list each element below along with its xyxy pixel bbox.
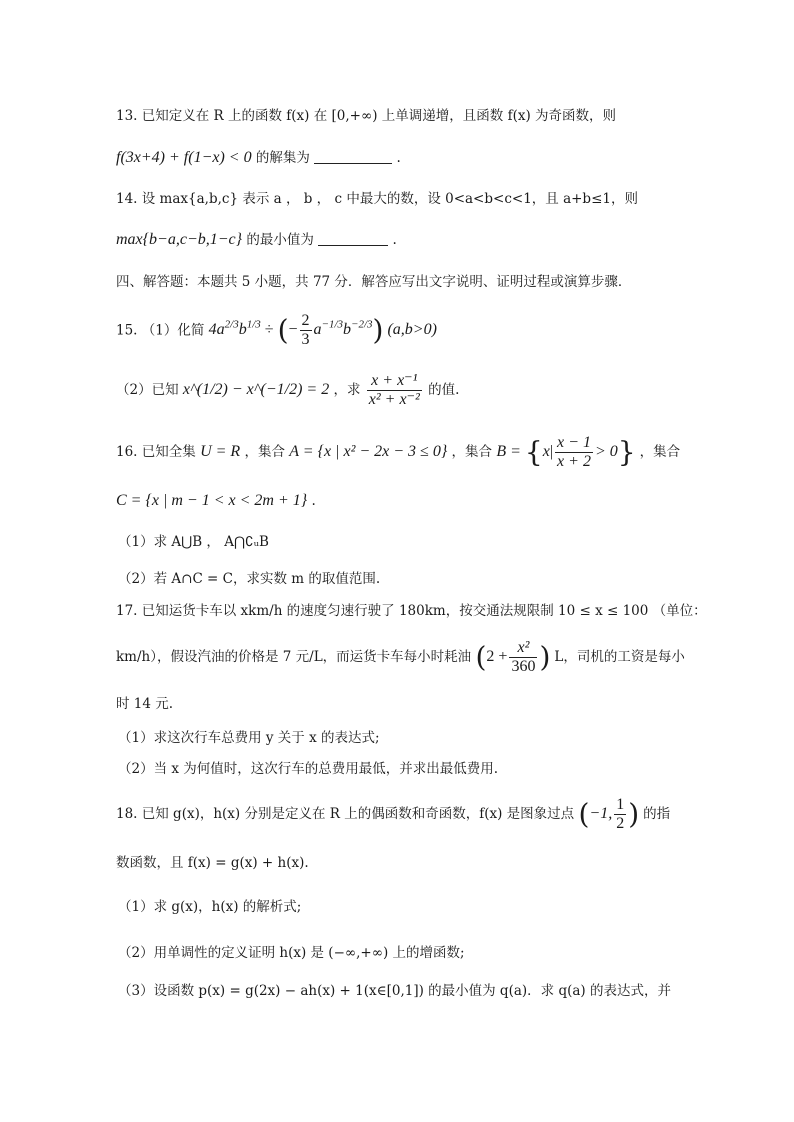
q18-p2-text: （2）用单调性的定义证明 h(x) 是 (−∞,+∞) 上的增函数; xyxy=(118,945,465,961)
q16-set-b: B = {x| $\frac{x - 1}{x + 2}$ > 0} xyxy=(496,433,636,470)
q18-part3 xyxy=(118,980,684,1002)
q17-line2 xyxy=(116,635,684,679)
q13-text: 13. 已知定义在 R 上的函数 f(x) 在 [0,+∞) 上单调递增，且函数 f(x) 为奇函数，则 xyxy=(116,108,617,124)
q15-exp-b: 1/3 xyxy=(246,319,261,331)
q15-part2 xyxy=(116,370,684,410)
q16-text-a: 16. 已知全集 xyxy=(116,444,196,460)
q15-p2-end: 的值. xyxy=(428,382,460,398)
q13-answer-blank xyxy=(314,147,392,164)
q15-term-4a: 4a xyxy=(208,321,225,339)
q18-point-den: 2 xyxy=(616,814,625,832)
q16-b-post: > 0 xyxy=(594,443,618,460)
q16-b-pre: B = xyxy=(496,443,521,460)
q13-tail: 的解集为 xyxy=(255,150,310,166)
q17-line3 xyxy=(116,693,684,715)
q15-p2-fraction xyxy=(367,372,422,409)
q14-expression: max{b−a,c−b,1−c} xyxy=(116,231,243,248)
q15-expression xyxy=(208,312,437,349)
q16-brace-open: { xyxy=(524,435,543,469)
q18-paren-open: ( xyxy=(578,797,590,831)
q16-b-den: x + 2 xyxy=(557,452,591,470)
section-4-title: 四、解答题：本题共 5 小题，共 77 分．解答应写出文字说明、证明过程或演算步骤． xyxy=(116,274,632,290)
q18-text-1b: 的指 xyxy=(643,806,671,822)
q17-part2 xyxy=(118,758,684,780)
q18-point-fraction xyxy=(614,796,626,833)
q14-tail: 的最小值为 xyxy=(246,232,314,248)
q17-line1 xyxy=(116,600,707,622)
q15-p2-given: x^(1/2) − x^(−1/2) = 2 xyxy=(182,381,330,398)
q18-line1 xyxy=(116,792,684,836)
q14-answer-blank xyxy=(318,229,388,246)
q18-point-pre: −1, xyxy=(589,805,613,822)
q18-line2 xyxy=(116,852,684,874)
q18-part1 xyxy=(118,896,684,918)
q16-line1 xyxy=(116,432,684,472)
q15-p2-label: （2）已知 xyxy=(116,382,179,398)
q15-p2-num: x + x⁻¹ xyxy=(367,372,422,391)
q18-p1-text: （1）求 g(x)，h(x) 的解析式; xyxy=(118,899,302,915)
q13-period: . xyxy=(396,150,401,166)
q17-p1-text: （1）求这次行车总费用 y 关于 x 的表达式; xyxy=(118,730,380,746)
q15-coef-num: 2 xyxy=(301,312,310,330)
q15-paren-open: ( xyxy=(277,313,289,347)
q14-period: . xyxy=(392,232,397,248)
q16-part2 xyxy=(118,568,684,590)
q13-line2 xyxy=(116,147,684,169)
section-heading xyxy=(116,271,684,293)
q17-p2-text: （2）当 x 为何值时，这次行车的总费用最低，并求出最低费用. xyxy=(118,761,499,777)
q17-part1 xyxy=(118,727,684,749)
q15-paren-close: ) xyxy=(372,313,384,347)
q15-p2-mid: ，求 xyxy=(333,382,361,398)
q15-coef-den: 3 xyxy=(301,331,310,349)
q17-fuel-expression xyxy=(475,638,554,675)
q16-p1-text: （1）求 A⋃B ， A⋂∁ᵤB xyxy=(118,534,269,550)
q15-term-b2: b xyxy=(343,321,352,339)
q15-part1 xyxy=(116,305,684,349)
q16-p2-text: （2）若 A∩C = C，求实数 m 的取值范围. xyxy=(118,571,381,587)
q17-paren-close: ) xyxy=(539,640,551,674)
q15-exp-a: 2/3 xyxy=(224,319,239,331)
q13-line1 xyxy=(116,105,684,127)
q16-b-num: x − 1 xyxy=(557,433,591,451)
q16-brace-close: } xyxy=(617,435,636,469)
q17-frac-pre: 2 + xyxy=(486,648,508,665)
q15-p2-den: x² + x⁻² xyxy=(368,391,420,408)
q18-text-1a: 18. 已知 g(x)，h(x) 分别是定义在 R 上的偶函数和奇函数，f(x) 是图象过点 xyxy=(116,806,575,822)
q17-text-2a: km/h），假设汽油的价格是 7 元/L，而运货卡车每小时耗油 xyxy=(116,649,472,665)
q17-text-3: 时 14 元. xyxy=(116,696,174,712)
q18-point xyxy=(578,795,643,832)
q16-line2 xyxy=(116,490,684,512)
q16-set-c: C = {x | m − 1 < x < 2m + 1} xyxy=(116,492,308,509)
q18-part2 xyxy=(118,942,684,964)
q14-line1 xyxy=(116,188,684,210)
q15-coef-fraction xyxy=(300,312,312,349)
q15-exp-b2: −2/3 xyxy=(351,319,373,331)
q17-text-1: 17. 已知运货卡车以 xkm/h 的速度匀速行驶了 180km，按交通法规限制 10 ≤ x ≤ 100 （单位： xyxy=(116,603,707,619)
q15-condition: (a,b>0) xyxy=(387,321,437,339)
q16-text-d: ，集合 xyxy=(639,444,681,460)
q16-set-a: A = {x | x² − 2x − 3 ≤ 0} xyxy=(289,443,448,460)
q13-expression: f(3x+4) + f(1−x) < 0 xyxy=(116,149,252,166)
q15-divide: ÷ xyxy=(264,321,274,339)
q17-fraction xyxy=(509,639,537,676)
q15-minus: − xyxy=(288,321,298,339)
q17-paren-open: ( xyxy=(475,640,487,674)
q17-text-2b: L，司机的工资是每小 xyxy=(554,649,685,665)
q16-text-b: ，集合 xyxy=(244,444,285,460)
q16-universal-set: U = R xyxy=(200,443,241,460)
q18-point-num: 1 xyxy=(616,795,625,813)
q18-paren-close: ) xyxy=(628,797,640,831)
q16-text-c: ，集合 xyxy=(451,444,493,460)
q17-frac-num: x² xyxy=(509,639,537,658)
q14-line2 xyxy=(116,229,684,251)
q15-term-b: b xyxy=(238,321,247,339)
q17-frac-den: 360 xyxy=(511,657,536,675)
q18-text-2: 数函数，且 f(x) = g(x) + h(x). xyxy=(116,855,309,871)
q16-b-fraction xyxy=(555,434,593,471)
q18-p3-text: （3）设函数 p(x) = g(2x) − ah(x) + 1(x∈[0,1]) 的最小值为 q(a)．求 q(a) 的表达式，并 xyxy=(118,983,671,999)
q15-term-a2: a xyxy=(313,321,322,339)
q15-label: 15. （1）化简 xyxy=(116,322,205,339)
q16-part1 xyxy=(118,531,684,553)
q15-exp-a2: −1/3 xyxy=(321,319,344,331)
q14-text: 14. 设 max{a,b,c} 表示 a ， b ， c 中最大的数，设 0<a<b<c<1，且 a+b≤1，则 xyxy=(116,191,638,207)
q16-c-end: . xyxy=(311,493,316,509)
